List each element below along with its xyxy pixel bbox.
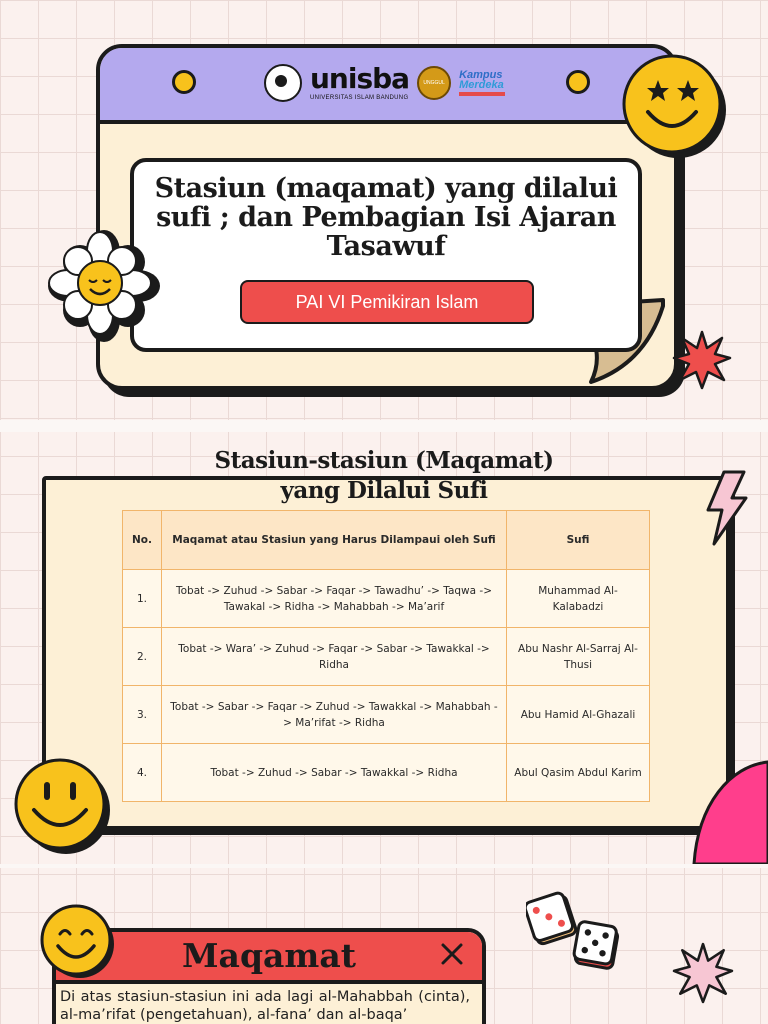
slide-maqamat-table	[0, 432, 768, 864]
smiley-face-icon	[10, 754, 114, 858]
lightning-icon	[700, 468, 750, 548]
pink-starburst-icon	[672, 942, 734, 1004]
logo-brand-sub: UNIVERSITAS ISLAM BANDUNG	[310, 95, 409, 101]
header-no: No.	[123, 511, 162, 570]
table-slide-title: Stasiun-stasiun (Maqamat) yang Dilalui Sufi	[214, 447, 554, 504]
unisba-logo	[264, 64, 505, 102]
cell-no: 1.	[123, 570, 162, 628]
cell-sufi: Muhammad Al-Kalabadzi	[507, 570, 650, 628]
cell-maqamat: Tobat -> Wara’ -> Zuhud -> Faqar -> Sabar -> Tawakkal -> Ridha	[162, 628, 507, 686]
title-card	[130, 158, 642, 352]
unggul-badge: UNGGUL	[417, 66, 451, 100]
close-icon[interactable]	[438, 940, 466, 968]
daisy-flower-icon	[42, 230, 162, 342]
happy-smiley-icon	[38, 902, 118, 982]
header-sufi: Sufi	[507, 511, 650, 570]
cell-maqamat: Tobat -> Zuhud -> Sabar -> Faqar -> Tawadhu’ -> Taqwa -> Tawakal -> Ridha -> Mahabbah -> Ma’arif	[162, 570, 507, 628]
table-row	[123, 570, 650, 628]
cell-no: 3.	[123, 686, 162, 744]
pink-shape-decoration	[690, 754, 768, 864]
cell-sufi: Abul Qasim Abdul Karim	[507, 744, 650, 802]
window-titlebar	[100, 48, 674, 124]
maqamat-table	[122, 510, 650, 802]
header-maqamat: Maqamat atau Stasiun yang Harus Dilampaui oleh Sufi	[162, 511, 507, 570]
slide-maqamat-text	[0, 868, 768, 1024]
star-eyes-smiley-icon	[618, 50, 730, 162]
maqamat-body-text: Di atas stasiun-stasiun ini ada lagi al-Mahabbah (cinta), al-ma’rifat (pengetahuan), al-fana’ dan al-baqa’	[60, 989, 470, 1023]
dice-icon	[526, 890, 622, 974]
kampus-line2: Merdeka	[459, 79, 504, 91]
table-header-row	[123, 511, 650, 570]
table-row	[123, 628, 650, 686]
page-title: Stasiun (maqamat) yang dilalui sufi ; dan Pembagian Isi Ajaran Tasawuf	[154, 173, 618, 262]
cell-no: 4.	[123, 744, 162, 802]
unisba-seal-icon	[264, 64, 302, 102]
starburst-icon	[672, 330, 732, 390]
cell-sufi: Abu Hamid Al-Ghazali	[507, 686, 650, 744]
table-row	[123, 744, 650, 802]
table-panel	[42, 476, 730, 830]
window-dot-left	[172, 70, 196, 94]
subtitle-button[interactable]: PAI VI Pemikiran Islam	[240, 280, 534, 324]
cell-no: 2.	[123, 628, 162, 686]
cell-sufi: Abu Nashr Al-Sarraj Al-Thusi	[507, 628, 650, 686]
cell-maqamat: Tobat -> Sabar -> Faqar -> Zuhud -> Tawakkal -> Mahabbah -> Ma’rifat -> Ridha	[162, 686, 507, 744]
slide-title	[0, 0, 768, 420]
logo-brand: unisba	[310, 62, 410, 95]
maqamat-title: Maqamat	[182, 936, 356, 975]
cell-maqamat: Tobat -> Zuhud -> Sabar -> Tawakkal -> Ridha	[162, 744, 507, 802]
maqamat-card-header	[56, 932, 482, 984]
window-dot-right	[566, 70, 590, 94]
kampus-line1: Kampus	[459, 68, 503, 81]
table-row	[123, 686, 650, 744]
kampus-merdeka-logo	[459, 70, 505, 97]
